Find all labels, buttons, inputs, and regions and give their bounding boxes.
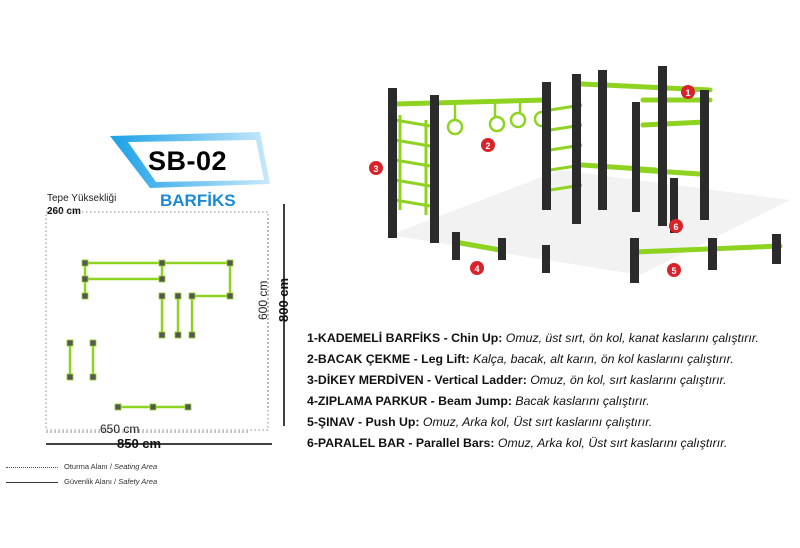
callout-3 [369,161,383,175]
feature-item [307,349,797,370]
depth-outer-dimension: 800 cm [276,277,291,322]
feature-name: 2-BACAK ÇEKME - Leg Lift: [307,352,470,366]
legend-seating [6,462,157,471]
feature-name: 5-ŞINAV - Push Up: [307,415,420,429]
callout-5 [667,263,681,277]
feature-desc: Bacak kaslarını çalıştırır. [515,394,650,408]
callout-4 [470,261,484,275]
legend-safety-en: Safety Area [118,477,158,486]
dotted-line-swatch [6,467,58,468]
ground-shadow [390,170,790,275]
callout-5-label: 5 [671,266,677,276]
callout-1-label: 1 [685,88,691,98]
depth-inner-dimension: 600 cm [256,280,270,320]
legend-safety-tr: Güvenlik Alanı / [64,477,117,486]
feature-item [307,328,797,349]
legend-seating-tr: Oturma Alanı / [64,462,112,471]
legend-seating-en: Seating Area [114,462,158,471]
height-value: 260 cm [47,206,81,217]
width-inner-dimension: 650 cm [100,422,140,436]
plan-view [40,200,300,460]
feature-desc: Omuz, Arka kol, Üst sırt kaslarını çalıştırır. [422,415,653,429]
legend-safety [6,477,157,486]
feature-item [307,433,797,454]
feature-item [307,412,797,433]
callout-4-label: 4 [474,264,480,274]
feature-name: 4-ZIPLAMA PARKUR - Beam Jump: [307,394,512,408]
callout-3-label: 3 [373,164,379,174]
callout-6 [669,219,683,233]
feature-name: 3-DİKEY MERDİVEN - Vertical Ladder: [307,373,527,387]
feature-name: 6-PARALEL BAR - Parallel Bars: [307,436,495,450]
product-name: BARFİKS [160,191,236,210]
callout-2-label: 2 [485,141,491,151]
width-outer-dimension: 850 cm [117,436,162,451]
feature-desc: Kalça, bacak, alt karın, ön kol kaslarını çalıştırır. [473,352,734,366]
equipment-render [360,60,800,300]
feature-desc: Omuz, Arka kol, Üst sırt kaslarını çalıştırır. [497,436,728,450]
feature-desc: Omuz, ön kol, sırt kaslarını çalıştırır. [530,373,727,387]
callout-1 [681,85,695,99]
solid-line-swatch [6,482,58,483]
callout-6-label: 6 [673,222,679,232]
feature-item [307,370,797,391]
feature-desc: Omuz, üst sırt, ön kol, kanat kaslarını çalıştırır. [505,331,759,345]
height-label: Tepe Yüksekliği [47,193,117,204]
feature-list [307,328,797,454]
product-code: SB-02 [148,146,228,176]
feature-item [307,391,797,412]
callout-2 [481,138,495,152]
feature-name: 1-KADEMELİ BARFİKS - Chin Up: [307,331,503,345]
